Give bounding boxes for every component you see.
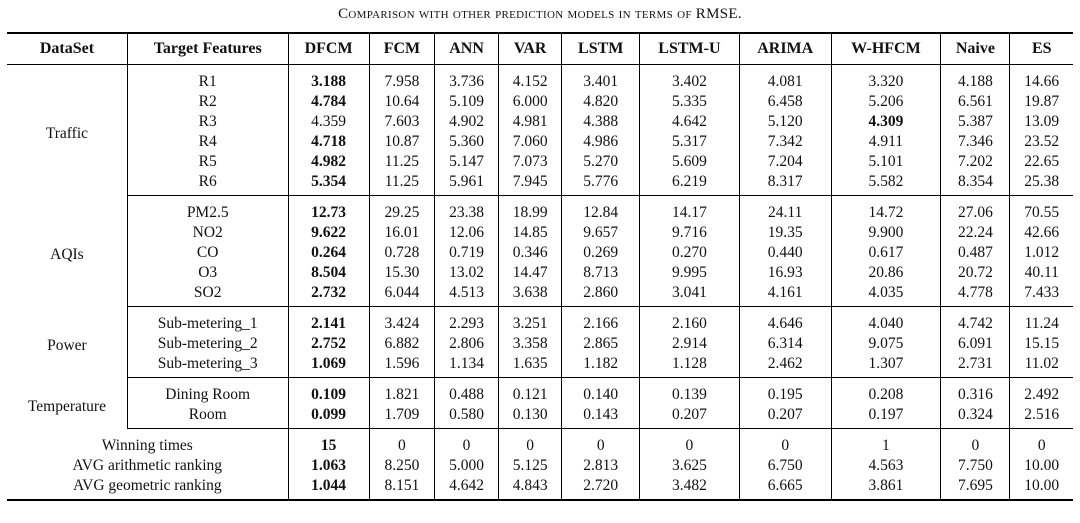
cell-room-es: 2.516 (1010, 405, 1073, 429)
cell-avg-geometric-ranking-arima: 6.665 (739, 476, 831, 500)
cell-winning-times-fcm: 0 (369, 429, 435, 457)
table-row (7, 112, 1073, 132)
table-row (7, 283, 1073, 307)
summary-label-avg-geometric-ranking: AVG geometric ranking (7, 476, 288, 500)
cell-r2-arima: 6.458 (739, 92, 831, 112)
cell-sub-metering-3-ann: 1.134 (435, 354, 499, 378)
cell-room-w-hfcm: 0.197 (831, 405, 941, 429)
cell-sub-metering-1-lstm-u: 2.160 (639, 307, 739, 335)
table-row (7, 243, 1073, 263)
summary-row (7, 476, 1073, 500)
cell-r6-es: 25.38 (1010, 172, 1073, 196)
cell-sub-metering-3-arima: 2.462 (739, 354, 831, 378)
cell-r6-fcm: 11.25 (369, 172, 435, 196)
cell-sub-metering-3-fcm: 1.596 (369, 354, 435, 378)
cell-r4-lstm-u: 5.317 (639, 132, 739, 152)
summary-label-winning-times: Winning times (7, 429, 288, 457)
cell-sub-metering-2-arima: 6.314 (739, 334, 831, 354)
cell-co-var: 0.346 (498, 243, 562, 263)
cell-dining-room-lstm: 0.140 (562, 378, 640, 406)
cell-r6-naive: 8.354 (941, 172, 1010, 196)
cell-dining-room-dfcm: 0.109 (288, 378, 369, 406)
cell-co-arima: 0.440 (739, 243, 831, 263)
header-naive: Naive (941, 33, 1010, 65)
cell-co-es: 1.012 (1024, 244, 1060, 261)
cell-co-naive: 0.487 (941, 243, 1010, 263)
cell-r3-fcm: 7.603 (369, 112, 435, 132)
cell-r3-lstm-u: 4.642 (639, 112, 739, 132)
header-row (7, 33, 1073, 65)
table-row (7, 223, 1073, 243)
cell-co-dfcm: 0.264 (288, 243, 369, 263)
cell-r6-var: 7.945 (498, 172, 562, 196)
cell-r5-ann: 5.147 (435, 152, 499, 172)
cell-avg-geometric-ranking-fcm: 8.151 (369, 476, 435, 500)
cell-avg-arithmetic-ranking-fcm: 8.250 (369, 456, 435, 476)
header-lstm-u: LSTM-U (639, 33, 739, 65)
cell-avg-arithmetic-ranking-lstm: 2.813 (562, 456, 640, 476)
cell-co-fcm: 0.728 (369, 243, 435, 263)
cell-sub-metering-1-lstm: 2.166 (562, 307, 640, 335)
cell-r1-naive: 4.188 (941, 65, 1010, 93)
cell-r2-lstm-u: 5.335 (639, 92, 739, 112)
table-row (7, 196, 1073, 224)
table-row (7, 405, 1073, 429)
cell-winning-times-dfcm: 15 (288, 429, 369, 457)
cell-r3-arima: 5.120 (739, 112, 831, 132)
cell-winning-times-lstm-u: 0 (639, 429, 739, 457)
cell-r2-fcm: 10.64 (369, 92, 435, 112)
cell-pm2-5-es: 70.55 (1024, 204, 1060, 221)
cell-sub-metering-2-w-hfcm: 9.075 (831, 334, 941, 354)
cell-r4-fcm: 10.87 (369, 132, 435, 152)
table-row (7, 334, 1073, 354)
cell-sub-metering-3-lstm: 1.182 (562, 354, 640, 378)
cell-r4-dfcm: 4.718 (288, 132, 369, 152)
cell-sub-metering-3-dfcm: 1.069 (288, 354, 369, 378)
cell-sub-metering-3-lstm-u: 1.128 (639, 354, 739, 378)
cell-sub-metering-2-dfcm: 2.752 (288, 334, 369, 354)
table-row (7, 92, 1073, 112)
cell-r6-dfcm: 5.354 (288, 172, 369, 196)
dataset-temperature: Temperature (7, 378, 127, 429)
header-es: ES (1010, 33, 1073, 65)
cell-co-lstm-u: 0.270 (639, 243, 739, 263)
header-fcm: FCM (369, 33, 435, 65)
table-row (7, 65, 1073, 93)
cell-so2-arima: 4.161 (739, 283, 831, 307)
table-caption: Comparison with other prediction models in terms of RMSE. (338, 6, 742, 22)
rmse-comparison-table (7, 32, 1073, 501)
table-row (7, 307, 1073, 335)
cell-winning-times-lstm: 0 (562, 429, 640, 457)
cell-no2-var: 14.85 (498, 223, 562, 243)
cell-no2-lstm: 9.657 (562, 223, 640, 243)
cell-co-lstm: 0.269 (562, 243, 640, 263)
cell-r2-w-hfcm: 5.206 (831, 92, 941, 112)
dataset-aqis: AQIs (7, 196, 127, 307)
feature-sub-metering-2: Sub-metering_2 (127, 334, 288, 354)
cell-avg-geometric-ranking-w-hfcm: 3.861 (831, 476, 941, 500)
cell-r6-w-hfcm: 5.582 (831, 172, 941, 196)
table-row (7, 378, 1073, 406)
feature-so2: SO2 (127, 283, 288, 307)
feature-r4: R4 (127, 132, 288, 152)
cell-sub-metering-3-naive: 2.731 (941, 354, 1010, 378)
table-row (7, 172, 1073, 196)
cell-pm2-5-naive: 27.06 (941, 196, 1010, 224)
feature-co: CO (127, 243, 288, 263)
cell-r5-dfcm: 4.982 (288, 152, 369, 172)
cell-r2-lstm: 4.820 (562, 92, 640, 112)
cell-avg-arithmetic-ranking-naive: 7.750 (941, 456, 1010, 476)
cell-sub-metering-2-es: 15.15 (1024, 335, 1060, 352)
header-ann: ANN (435, 33, 499, 65)
cell-no2-fcm: 16.01 (369, 223, 435, 243)
cell-sub-metering-3-w-hfcm: 1.307 (831, 354, 941, 378)
summary-row (7, 429, 1073, 457)
table-row (7, 263, 1073, 283)
cell-room-lstm: 0.143 (562, 405, 640, 429)
cell-so2-es: 7.433 (1010, 283, 1073, 307)
cell-o3-lstm: 8.713 (562, 263, 640, 283)
cell-avg-arithmetic-ranking-lstm-u: 3.625 (639, 456, 739, 476)
cell-sub-metering-2-naive: 6.091 (941, 334, 1010, 354)
cell-avg-geometric-ranking-dfcm: 1.044 (288, 476, 369, 500)
header-dataset: DataSet (7, 33, 127, 65)
cell-r2-naive: 6.561 (941, 92, 1010, 112)
cell-o3-es: 40.11 (1024, 264, 1059, 281)
cell-room-arima: 0.207 (739, 405, 831, 429)
header-w-hfcm: W-HFCM (831, 33, 941, 65)
header-arima: ARIMA (739, 33, 831, 65)
header-target-features: Target Features (127, 33, 288, 65)
cell-avg-arithmetic-ranking-arima: 6.750 (739, 456, 831, 476)
cell-avg-arithmetic-ranking-w-hfcm: 4.563 (831, 456, 941, 476)
header-lstm: LSTM (562, 33, 640, 65)
cell-room-lstm-u: 0.207 (639, 405, 739, 429)
cell-room-var: 0.130 (498, 405, 562, 429)
cell-avg-geometric-ranking-ann: 4.642 (435, 476, 499, 500)
cell-r3-dfcm: 4.359 (288, 112, 369, 132)
cell-sub-metering-2-var: 3.358 (498, 334, 562, 354)
cell-r1-ann: 3.736 (435, 65, 499, 93)
feature-r5: R5 (127, 152, 288, 172)
cell-r6-arima: 8.317 (739, 172, 831, 196)
cell-sub-metering-1-w-hfcm: 4.040 (831, 307, 941, 335)
cell-r1-lstm: 3.401 (562, 65, 640, 93)
cell-r3-naive: 5.387 (941, 112, 1010, 132)
cell-r5-naive: 7.202 (941, 152, 1010, 172)
cell-no2-arima: 19.35 (739, 223, 831, 243)
cell-r1-w-hfcm: 3.320 (831, 65, 941, 93)
cell-pm2-5-ann: 23.38 (435, 196, 499, 224)
feature-o3: O3 (127, 263, 288, 283)
cell-pm2-5-dfcm: 12.73 (288, 196, 369, 224)
cell-r3-ann: 4.902 (435, 112, 499, 132)
cell-avg-arithmetic-ranking-es: 10.00 (1024, 457, 1060, 474)
feature-r2: R2 (127, 92, 288, 112)
cell-r2-dfcm: 4.784 (288, 92, 369, 112)
cell-r5-var: 7.073 (498, 152, 562, 172)
cell-sub-metering-1-naive: 4.742 (941, 307, 1010, 335)
cell-avg-geometric-ranking-lstm-u: 3.482 (639, 476, 739, 500)
cell-r4-w-hfcm: 4.911 (831, 132, 941, 152)
cell-pm2-5-var: 18.99 (498, 196, 562, 224)
header-dfcm: DFCM (288, 33, 369, 65)
cell-o3-w-hfcm: 20.86 (831, 263, 941, 283)
cell-sub-metering-2-ann: 2.806 (435, 334, 499, 354)
feature-r6: R6 (127, 172, 288, 196)
cell-sub-metering-1-var: 3.251 (498, 307, 562, 335)
feature-r1: R1 (127, 65, 288, 93)
cell-so2-w-hfcm: 4.035 (831, 283, 941, 307)
cell-dining-room-naive: 0.316 (941, 378, 1010, 406)
cell-dining-room-es: 2.492 (1024, 386, 1060, 403)
cell-room-dfcm: 0.099 (288, 405, 369, 429)
cell-dining-room-fcm: 1.821 (369, 378, 435, 406)
cell-r1-var: 4.152 (498, 65, 562, 93)
cell-pm2-5-fcm: 29.25 (369, 196, 435, 224)
summary-row (7, 456, 1073, 476)
feature-sub-metering-1: Sub-metering_1 (127, 307, 288, 335)
cell-no2-w-hfcm: 9.900 (831, 223, 941, 243)
cell-dining-room-var: 0.121 (498, 378, 562, 406)
cell-avg-geometric-ranking-es: 10.00 (1010, 476, 1073, 500)
cell-winning-times-naive: 0 (941, 429, 1010, 457)
cell-r6-ann: 5.961 (435, 172, 499, 196)
cell-dining-room-w-hfcm: 0.208 (831, 378, 941, 406)
dataset-power: Power (7, 307, 127, 378)
cell-o3-var: 14.47 (498, 263, 562, 283)
table-row (7, 152, 1073, 172)
cell-sub-metering-2-lstm-u: 2.914 (639, 334, 739, 354)
cell-winning-times-var: 0 (498, 429, 562, 457)
cell-so2-fcm: 6.044 (369, 283, 435, 307)
table-row (7, 354, 1073, 378)
cell-avg-arithmetic-ranking-var: 5.125 (498, 456, 562, 476)
cell-winning-times-arima: 0 (739, 429, 831, 457)
cell-avg-arithmetic-ranking-dfcm: 1.063 (288, 456, 369, 476)
cell-room-ann: 0.580 (435, 405, 499, 429)
feature-pm2-5: PM2.5 (127, 196, 288, 224)
cell-avg-geometric-ranking-naive: 7.695 (941, 476, 1010, 500)
cell-r1-es: 14.66 (1024, 73, 1060, 90)
cell-o3-dfcm: 8.504 (288, 263, 369, 283)
cell-r3-es: 13.09 (1024, 113, 1060, 130)
cell-pm2-5-lstm: 12.84 (562, 196, 640, 224)
feature-sub-metering-3: Sub-metering_3 (127, 354, 288, 378)
cell-r2-es: 19.87 (1024, 93, 1060, 110)
cell-r1-dfcm: 3.188 (288, 65, 369, 93)
cell-no2-es: 42.66 (1024, 224, 1060, 241)
cell-r4-arima: 7.342 (739, 132, 831, 152)
cell-winning-times-ann: 0 (435, 429, 499, 457)
feature-no2: NO2 (127, 223, 288, 243)
cell-sub-metering-2-lstm: 2.865 (562, 334, 640, 354)
cell-pm2-5-w-hfcm: 14.72 (831, 196, 941, 224)
cell-co-ann: 0.719 (435, 243, 499, 263)
cell-o3-naive: 20.72 (941, 263, 1010, 283)
cell-r5-es: 22.65 (1024, 153, 1060, 170)
cell-no2-lstm-u: 9.716 (639, 223, 739, 243)
cell-r3-w-hfcm: 4.309 (831, 112, 941, 132)
cell-dining-room-arima: 0.195 (739, 378, 831, 406)
cell-r4-ann: 5.360 (435, 132, 499, 152)
cell-pm2-5-lstm-u: 14.17 (639, 196, 739, 224)
cell-winning-times-es: 0 (1037, 437, 1046, 454)
cell-sub-metering-1-es: 11.24 (1024, 315, 1059, 332)
cell-o3-lstm-u: 9.995 (639, 263, 739, 283)
cell-r5-lstm-u: 5.609 (639, 152, 739, 172)
cell-r3-var: 4.981 (498, 112, 562, 132)
cell-r6-lstm-u: 6.219 (639, 172, 739, 196)
cell-r6-lstm: 5.776 (562, 172, 640, 196)
cell-room-fcm: 1.709 (369, 405, 435, 429)
cell-so2-var: 3.638 (498, 283, 562, 307)
feature-dining-room: Dining Room (127, 378, 288, 406)
cell-r3-lstm: 4.388 (562, 112, 640, 132)
feature-r3: R3 (127, 112, 288, 132)
cell-r4-var: 7.060 (498, 132, 562, 152)
cell-so2-dfcm: 2.732 (288, 283, 369, 307)
cell-r4-naive: 7.346 (941, 132, 1010, 152)
table-body (7, 65, 1073, 501)
cell-so2-lstm-u: 3.041 (639, 283, 739, 307)
cell-r1-arima: 4.081 (739, 65, 831, 93)
cell-winning-times-w-hfcm: 1 (831, 429, 941, 457)
cell-so2-naive: 4.778 (941, 283, 1010, 307)
cell-so2-lstm: 2.860 (562, 283, 640, 307)
cell-so2-ann: 4.513 (435, 283, 499, 307)
cell-no2-ann: 12.06 (435, 223, 499, 243)
header-var: VAR (498, 33, 562, 65)
cell-r5-w-hfcm: 5.101 (831, 152, 941, 172)
dataset-traffic: Traffic (7, 65, 127, 196)
cell-sub-metering-2-fcm: 6.882 (369, 334, 435, 354)
feature-room: Room (127, 405, 288, 429)
cell-co-w-hfcm: 0.617 (831, 243, 941, 263)
cell-r2-var: 6.000 (498, 92, 562, 112)
cell-o3-arima: 16.93 (739, 263, 831, 283)
cell-r5-fcm: 11.25 (369, 152, 435, 172)
cell-sub-metering-3-es: 11.02 (1010, 354, 1073, 378)
cell-dining-room-ann: 0.488 (435, 378, 499, 406)
cell-avg-geometric-ranking-lstm: 2.720 (562, 476, 640, 500)
cell-sub-metering-3-var: 1.635 (498, 354, 562, 378)
cell-sub-metering-1-arima: 4.646 (739, 307, 831, 335)
cell-r2-ann: 5.109 (435, 92, 499, 112)
cell-r5-arima: 7.204 (739, 152, 831, 172)
cell-room-naive: 0.324 (941, 405, 1010, 429)
cell-sub-metering-1-dfcm: 2.141 (288, 307, 369, 335)
cell-o3-fcm: 15.30 (369, 263, 435, 283)
table-row (7, 132, 1073, 152)
cell-r4-lstm: 4.986 (562, 132, 640, 152)
cell-r1-fcm: 7.958 (369, 65, 435, 93)
cell-sub-metering-1-ann: 2.293 (435, 307, 499, 335)
cell-r5-lstm: 5.270 (562, 152, 640, 172)
cell-no2-naive: 22.24 (941, 223, 1010, 243)
cell-r4-es: 23.52 (1024, 133, 1060, 150)
cell-avg-geometric-ranking-var: 4.843 (498, 476, 562, 500)
cell-sub-metering-1-fcm: 3.424 (369, 307, 435, 335)
cell-o3-ann: 13.02 (435, 263, 499, 283)
cell-r1-lstm-u: 3.402 (639, 65, 739, 93)
cell-no2-dfcm: 9.622 (288, 223, 369, 243)
cell-avg-arithmetic-ranking-ann: 5.000 (435, 456, 499, 476)
cell-dining-room-lstm-u: 0.139 (639, 378, 739, 406)
cell-pm2-5-arima: 24.11 (739, 196, 831, 224)
summary-label-avg-arithmetic-ranking: AVG arithmetic ranking (7, 456, 288, 476)
